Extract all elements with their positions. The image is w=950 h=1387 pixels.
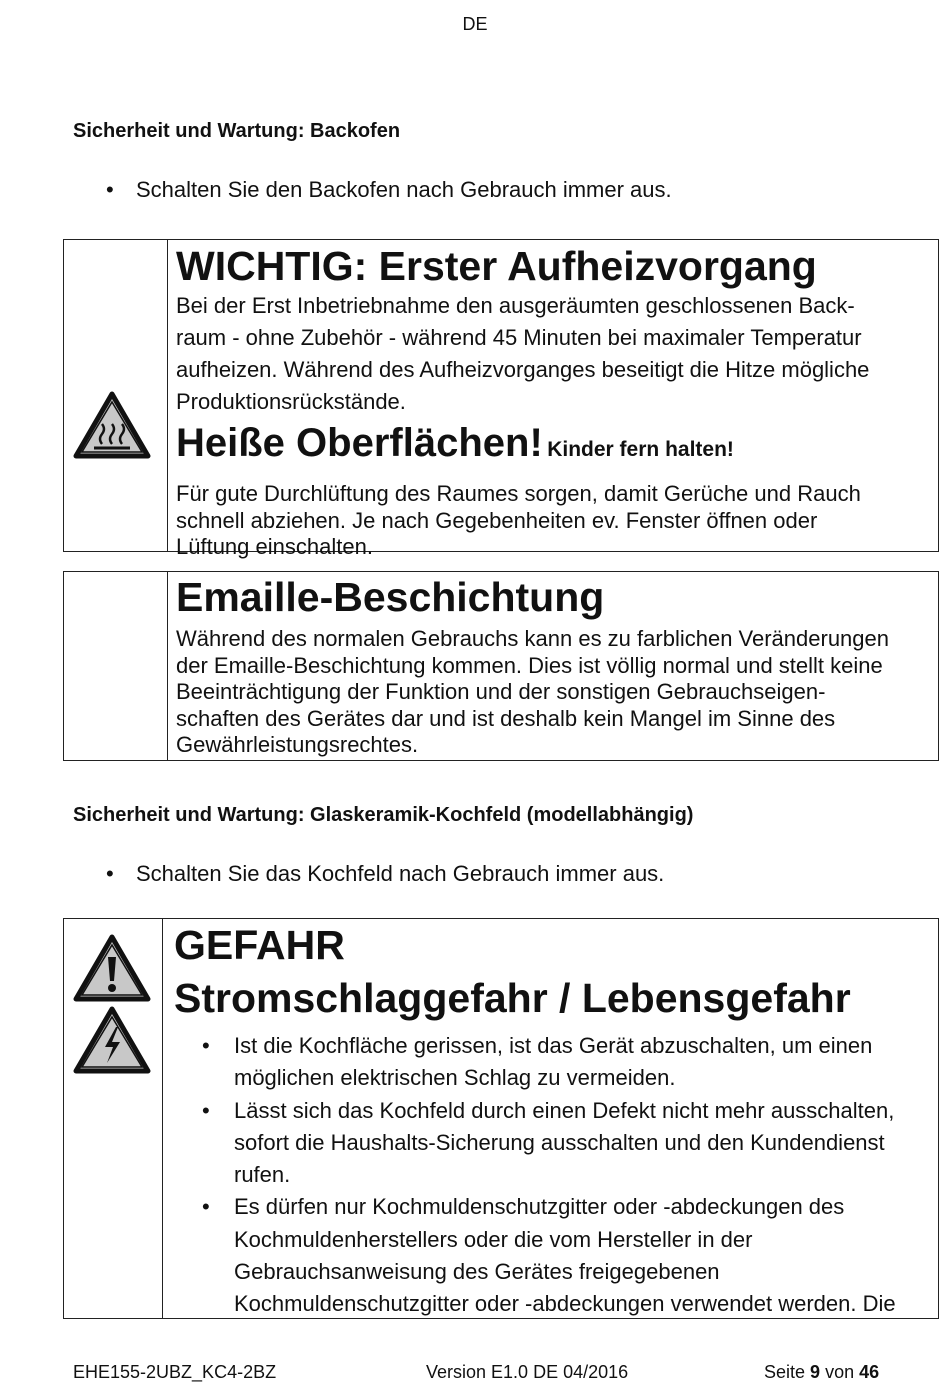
- text-line: Beeinträchtigung der Funktion und der sonstigen Gebrauchseigen-: [176, 679, 826, 704]
- page-total: 46: [859, 1362, 880, 1382]
- important-first-heating-box: [63, 239, 939, 559]
- box3-icon-column: [64, 919, 163, 1318]
- box2-title: Emaille-Beschichtung: [176, 574, 605, 620]
- page-prefix: Seite: [764, 1362, 806, 1382]
- box1-content: [176, 242, 938, 559]
- danger-list: [174, 1030, 938, 1321]
- keep-children-away: Kinder fern halten!: [547, 438, 734, 461]
- box2-paragraph: [176, 626, 938, 759]
- text-line: schnell abziehen. Je nach Gegebenheiten ev. Fenster öffnen oder: [176, 507, 818, 533]
- text-line: rufen.: [234, 1162, 291, 1188]
- text-line: aufheizen. Während des Aufheizvorganges beseitigt die Hitze mögliche: [176, 357, 870, 382]
- danger-title: GEFAHR: [174, 922, 345, 968]
- enamel-coating-box: [63, 571, 939, 761]
- hot-surface-warning-icon: [72, 390, 152, 462]
- footer-version: Version E1.0 DE 04/2016: [426, 1362, 629, 1382]
- section-heading-cooktop: Sicherheit und Wartung: Glaskeramik-Kochfeld (modellabhängig): [73, 804, 694, 826]
- text-line: Gebrauchsanweisung des Gerätes freigegebenen: [234, 1259, 720, 1285]
- footer-page-number: [764, 1362, 879, 1383]
- list-item: • Es dürfen nur Kochmuldenschutzgitter oder -abdeckungen des Kochmuldenherstellers oder die vom Hersteller in der Gebrauchsanweisung des Gerätes freigegebenen Kochmuldenschutzgitter oder -abdeckungen verwendet werden. Die: [174, 1191, 938, 1320]
- text-line: raum - ohne Zubehör - während 45 Minuten bei maximaler Temperatur: [176, 325, 862, 350]
- text-line: Gewährleistungsrechtes.: [176, 732, 419, 757]
- text-line: Ist die Kochfläche gerissen, ist das Gerät abzuschalten, um einen: [234, 1033, 873, 1058]
- bullet-cooktop-off: • Schalten Sie das Kochfeld nach Gebrauch immer aus.: [106, 861, 665, 886]
- box1-title: WICHTIG: Erster Aufheizvorgang: [176, 243, 817, 289]
- text-line: der Emaille-Beschichtung kommen. Dies ist völlig normal und stellt keine: [176, 652, 883, 678]
- general-warning-icon: [72, 933, 152, 1005]
- text-line: sofort die Haushalts-Sicherung ausschalten und den Kundendienst: [234, 1129, 885, 1155]
- box2-icon-column: [64, 572, 168, 760]
- bullet-oven-off: • Schalten Sie den Backofen nach Gebrauch immer aus.: [106, 177, 672, 202]
- footer-model: EHE155-2UBZ_KC4-2BZ: [73, 1362, 277, 1382]
- text-line: Kochmuldenherstellers oder die vom Hersteller in der: [234, 1226, 753, 1252]
- electric-shock-title: Stromschlaggefahr / Lebensgefahr: [174, 975, 851, 1021]
- text-line: Produktionsrückstände.: [176, 389, 406, 414]
- box2-content: [176, 572, 938, 760]
- text-line: schaften des Gerätes dar und ist deshalb kein Mangel im Sinne des: [176, 705, 836, 731]
- text-line: Für gute Durchlüftung des Raumes sorgen, damit Gerüche und Rauch: [176, 481, 861, 506]
- danger-electric-shock-box: [63, 918, 939, 1319]
- text-line: Lüftung einschalten.: [176, 534, 373, 559]
- box1-icon-column: [64, 240, 168, 551]
- text-line: Es dürfen nur Kochmuldenschutzgitter oder -abdeckungen des: [234, 1194, 845, 1220]
- text-line: Während des normalen Gebrauchs kann es zu farblichen Veränderungen: [176, 626, 890, 651]
- box3-content: [174, 919, 938, 1318]
- list-item: • Ist die Kochfläche gerissen, ist das Gerät abzuschalten, um einen möglichen elektrischen Schlag zu vermeiden.: [174, 1030, 938, 1095]
- bullet-oven-off-text: Schalten Sie den Backofen nach Gebrauch immer aus.: [136, 177, 672, 202]
- text-line: Lässt sich das Kochfeld durch einen Defekt nicht mehr ausschalten,: [234, 1097, 895, 1123]
- section-heading-oven: Sicherheit und Wartung: Backofen: [73, 120, 401, 142]
- page-mid: von: [825, 1362, 855, 1382]
- list-item: • Lässt sich das Kochfeld durch einen Defekt nicht mehr ausschalten, sofort die Haushalts-Sicherung ausschalten und den Kundendienst rufen.: [174, 1095, 938, 1192]
- electric-shock-warning-icon: [72, 1005, 152, 1077]
- bullet-cooktop-off-text: Schalten Sie das Kochfeld nach Gebrauch immer aus.: [136, 861, 665, 886]
- box1-paragraph-1: [176, 290, 938, 418]
- hot-surfaces-title: Heiße Oberflächen!: [176, 421, 543, 465]
- hot-surfaces-line: [176, 418, 938, 477]
- box1-paragraph-2: [176, 481, 938, 561]
- text-line: Bei der Erst Inbetriebnahme den ausgeräumten geschlossenen Back-: [176, 293, 855, 318]
- text-line: möglichen elektrischen Schlag zu vermeiden.: [234, 1065, 676, 1091]
- page-current: 9: [810, 1362, 821, 1382]
- text-line: Kochmuldenschutzgitter oder -abdeckungen verwendet werden. Die: [234, 1291, 896, 1317]
- language-label: DE: [462, 14, 488, 34]
